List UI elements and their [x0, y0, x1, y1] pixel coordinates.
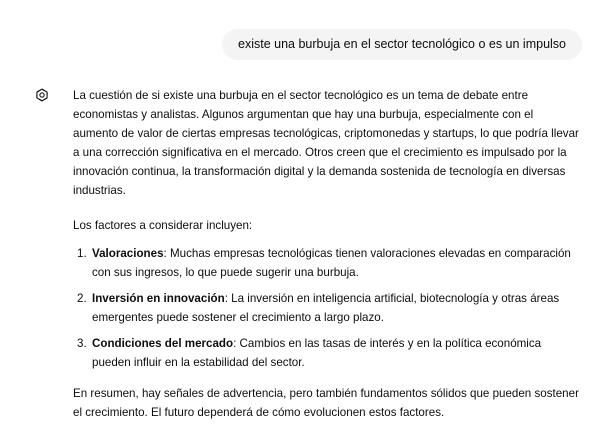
assistant-intro-paragraph: La cuestión de si existe una burbuja en el sector tecnológico es un tema de debate entre economistas y analistas. Algunos argumentan que hay una burbuja, especialmente con el aumento de valor de ciertas empresas tecnológicas, criptomonedas y startups, lo que podría llevar a una corrección significativa en el mercado. Otros creen que el crecimiento es impulsado por la innovación continua, la transformación digital y la demanda sostenida de tecnología en diversas industrias. — [73, 89, 579, 197]
openai-logo-icon — [34, 87, 50, 103]
factor-item — [73, 334, 579, 372]
factor-number: 3. — [77, 337, 87, 350]
factor-number: 1. — [77, 247, 87, 260]
factor-title: Valoraciones — [92, 247, 164, 260]
factor-text: : Muchas empresas tecnológicas tienen valoraciones elevadas en comparación con sus ingresos, lo que puede sugerir una burbuja. — [92, 247, 571, 279]
factor-text: : La inversión en inteligencia artificial, biotecnología y otras áreas emergentes puede sostener el crecimiento a largo plazo. — [92, 292, 560, 324]
factors-list — [73, 244, 579, 372]
factors-intro: Los factores a considerar incluyen: — [73, 219, 253, 232]
assistant-message-content — [73, 86, 579, 422]
factor-text: : Cambios en las tasas de interés y en la política económica pueden influir en la estabilidad del sector. — [92, 337, 542, 369]
factor-title: Condiciones del mercado — [92, 337, 234, 350]
user-message-row — [222, 29, 582, 60]
factor-item — [73, 289, 579, 327]
factor-title: Inversión en innovación — [92, 292, 225, 305]
factor-number: 2. — [77, 292, 87, 305]
assistant-conclusion-paragraph: En resumen, hay señales de advertencia, pero también fundamentos sólidos que pueden sostener el crecimiento. El futuro dependerá de cómo evolucionen estos factores. — [73, 387, 579, 419]
factor-item — [73, 244, 579, 282]
user-message-bubble: existe una burbuja en el sector tecnológico o es un impulso — [222, 29, 582, 60]
